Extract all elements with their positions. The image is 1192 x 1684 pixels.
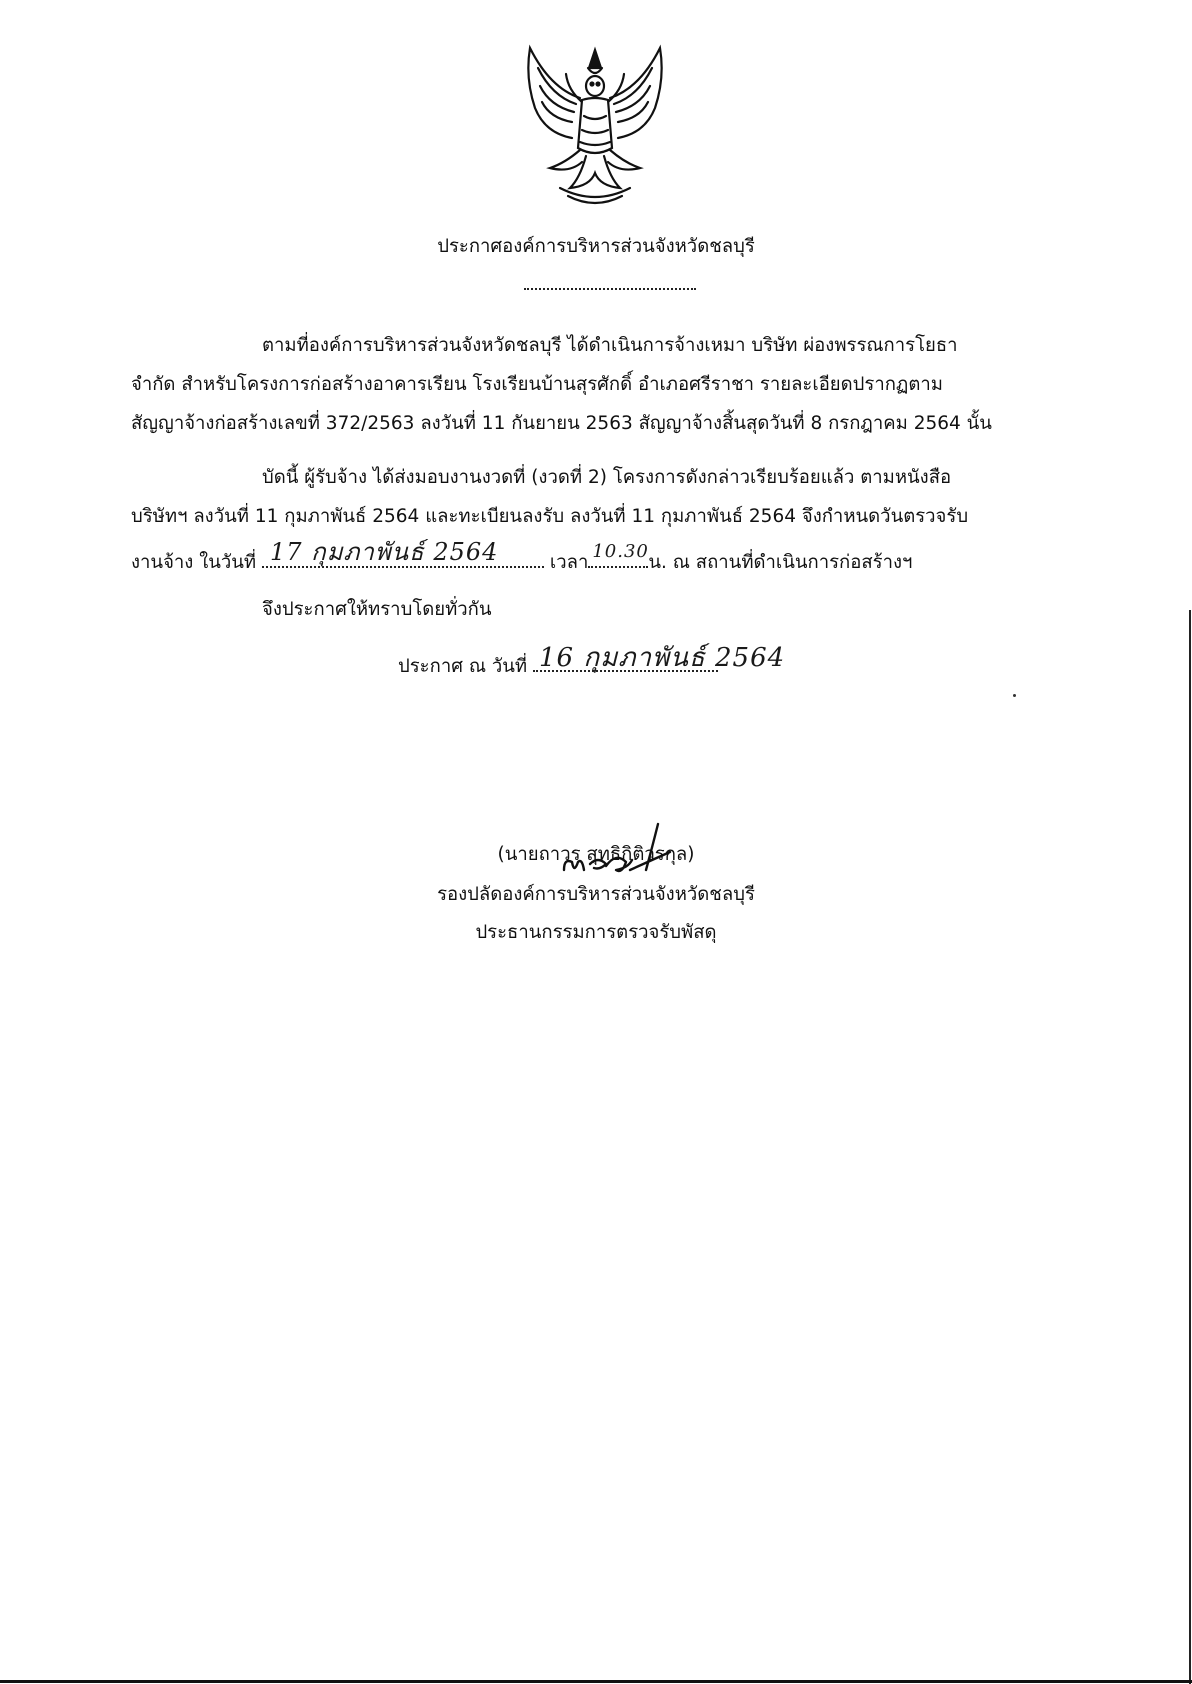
scan-edge-right: [1189, 610, 1191, 1684]
paragraph-2-line-1: บัดนี้ ผู้รับจ้าง ได้ส่งมอบงานงวดที่ (งวดที่ 2) โครงการดังกล่าวเรียบร้อยแล้ว ตามหนังสือ: [262, 467, 952, 488]
signer-name: (นายถาวร สุทธิกิติวรกุล): [497, 844, 695, 865]
paragraph-1-line-2: จำกัด สำหรับโครงการก่อสร้างอาคารเรียน โรงเรียนบ้านสุรศักดิ์ อำเภอศรีราชา รายละเอียดปรากฏตาม: [131, 374, 943, 395]
inspection-date-handwritten: 17 กุมภาพันธ์ 2564: [270, 538, 499, 566]
announce-date-field: [533, 643, 786, 673]
inspection-time-field: [588, 541, 649, 568]
paragraph-2-line-3: [131, 538, 913, 575]
scan-speck: [1013, 694, 1016, 697]
time-label: เวลา: [549, 552, 589, 573]
inspection-time-handwritten: 10.30: [592, 541, 649, 562]
announce-date-handwritten: 16 กุมภาพันธ์ 2564: [539, 643, 786, 673]
title-divider: [524, 288, 696, 290]
paragraph-2-line-2: บริษัทฯ ลงวันที่ 11 กุมภาพันธ์ 2564 และทะเบียนลงรับ ลงวันที่ 11 กุมภาพันธ์ 2564 จึงกำหนดวันตรวจรับ: [131, 506, 969, 527]
document-title: ประกาศองค์การบริหารส่วนจังหวัดชลบุรี: [437, 236, 755, 257]
inspection-date-label: งานจ้าง ในวันที่: [131, 552, 257, 573]
location-text: น. ณ สถานที่ดำเนินการก่อสร้างฯ: [648, 552, 913, 573]
paragraph-3: จึงประกาศให้ทราบโดยทั่วกัน: [262, 599, 492, 620]
paragraph-1-line-1: ตามที่องค์การบริหารส่วนจังหวัดชลบุรี ได้ดำเนินการจ้างเหมา บริษัท ผ่องพรรณการโยธา: [262, 335, 958, 356]
garuda-emblem-icon: [510, 38, 680, 213]
announce-date-line: [398, 643, 786, 679]
paragraph-1-line-3: สัญญาจ้างก่อสร้างเลขที่ 372/2563 ลงวันที่ 11 กันยายน 2563 สัญญาจ้างสิ้นสุดวันที่ 8 กรกฎาคม 2564 นั้น: [131, 413, 992, 434]
inspection-date-field: [262, 538, 544, 568]
announce-date-label: ประกาศ ณ วันที่: [398, 656, 528, 677]
scan-edge-bottom: [0, 1680, 1192, 1683]
signer-position: รองปลัดองค์การบริหารส่วนจังหวัดชลบุรี: [437, 884, 755, 905]
signer-role: ประธานกรรมการตรวจรับพัสดุ: [475, 922, 717, 943]
